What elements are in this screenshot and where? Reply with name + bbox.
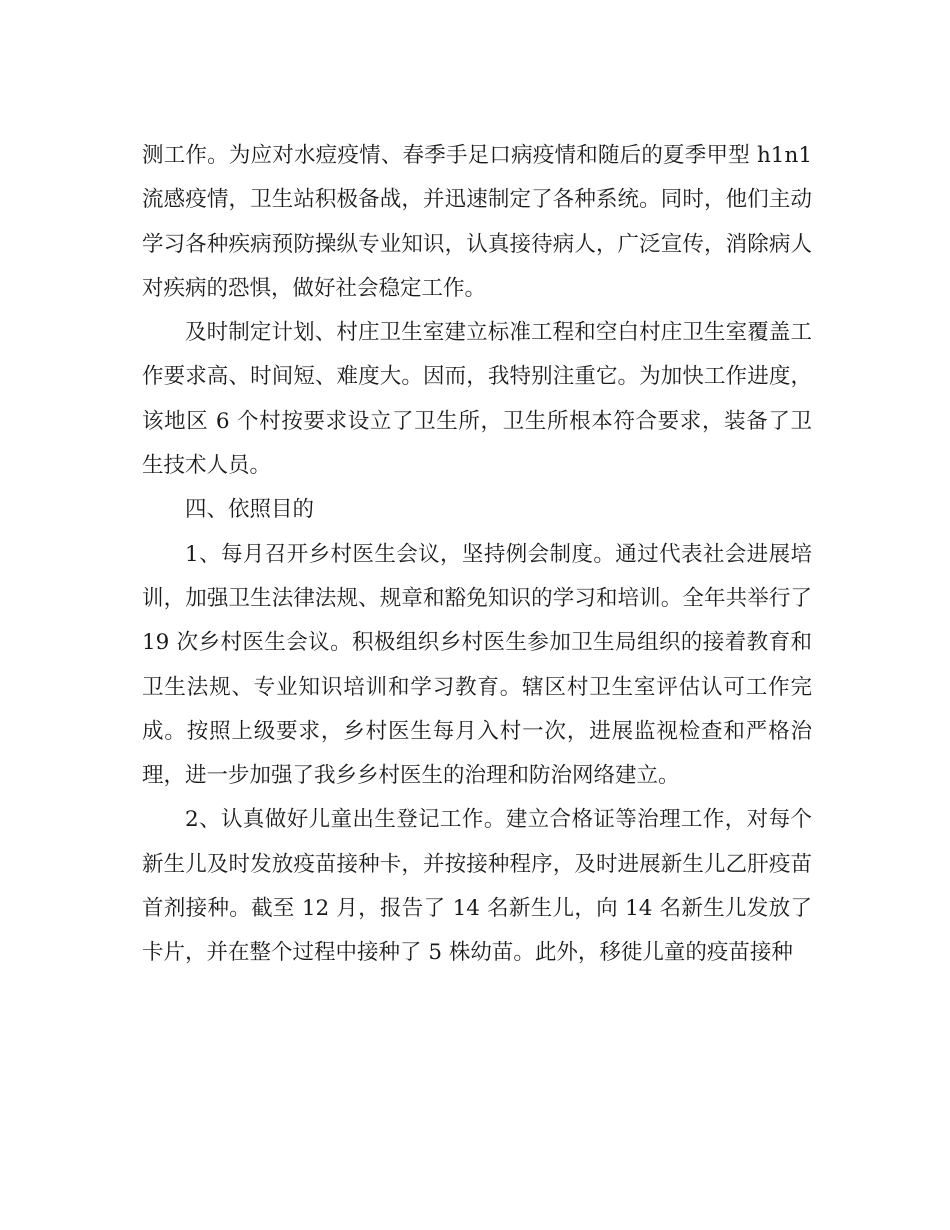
- section-heading: 四、依照目的: [185, 497, 315, 523]
- paragraph-planning: 及时制定计划、村庄卫生室建立标准工程和空白村庄卫生室覆盖工作要求高、时间短、难度大。因而，我特别注重它。为加快工作进度，该地区 6 个村按要求设立了卫生所，卫生所根本符合要求，装备了卫生技术人员。: [142, 320, 812, 479]
- paragraph-continuation: 测工作。为应对水痘疫情、春季手足口病疫情和随后的夏季甲型 h1n1 流感疫情，卫生站积极备战，并迅速制定了各种系统。同时，他们主动学习各种疾病预防操纵专业知识，认真接待病人，广泛宣传，消除病人对疾病的恐惧，做好社会稳定工作。: [142, 143, 812, 301]
- paragraph-item-1: 1、每月召开乡村医生会议，坚持例会制度。通过代表社会进展培训，加强卫生法律法规、规章和豁免知识的学习和培训。全年共举行了 19 次乡村医生会议。积极组织乡村医生参加卫生局组织的接着教育和卫生法规、专业知识培训和学习教育。辖区村卫生室评估认可工作完成。按照上级要求，乡村医生每月入村一次，进展监视检查和严格治理，进一步加强了我乡乡村医生的治理和防治网络建立。: [142, 541, 812, 789]
- document-body: [142, 134, 812, 976]
- paragraph-item-2: 2、认真做好儿童出生登记工作。建立合格证等治理工作，对每个新生儿及时发放疫苗接种卡，并按接种程序，及时进展新生儿乙肝疫苗首剂接种。截至 12 月，报告了 14 名新生儿，向 14 名新生儿发放了卡片，并在整个过程中接种了 5 株幼苗。此外，移徙儿童的疫苗接种: [142, 807, 812, 966]
